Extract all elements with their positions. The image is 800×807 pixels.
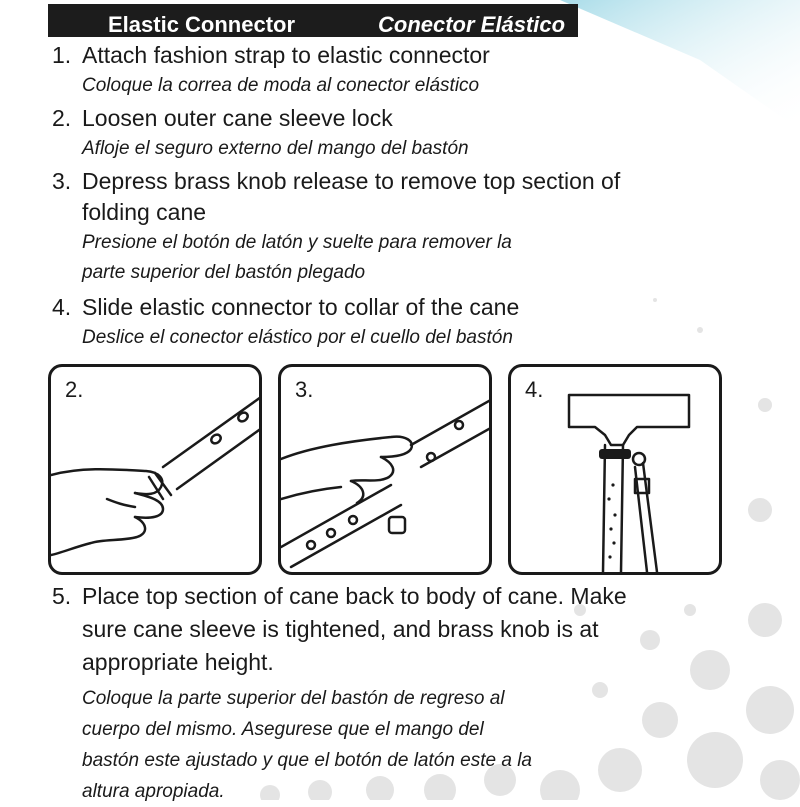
step-3-english <box>52 166 620 228</box>
step-number: 1. <box>52 42 72 68</box>
illustration-panel-2 <box>48 364 262 575</box>
step-2-spanish: Afloje el seguro externo del mango del bastón <box>82 138 469 159</box>
illustration-panel-4 <box>508 364 722 575</box>
step-text-line-2: sure cane sleeve is tightened, and brass knob is at <box>82 616 599 642</box>
step-text: Loosen outer cane sleeve lock <box>82 105 393 131</box>
step-1-english <box>52 40 490 71</box>
step-4-spanish: Deslice el conector elástico por el cuello del bastón <box>82 327 513 348</box>
step-number: 5. <box>52 583 72 609</box>
step-text-line-1: Place top section of cane back to body of cane. Make <box>82 583 627 609</box>
step-text-line-1: Depress brass knob release to remove top section of <box>82 168 621 194</box>
step-3 <box>52 166 620 288</box>
step-3-spanish-line-2: parte superior del bastón plegado <box>82 262 366 283</box>
step-5 <box>52 580 627 807</box>
header-title-spanish: Conector Elástico <box>378 12 566 37</box>
step-number: 3. <box>52 168 72 194</box>
step-1 <box>52 40 490 101</box>
step-5-spanish-line-4: altura apropiada. <box>82 781 225 802</box>
section-header <box>48 4 578 37</box>
step-5-spanish <box>52 683 627 807</box>
panel-label: 4. <box>525 377 544 402</box>
step-5-english <box>52 580 627 679</box>
step-text-line-2: folding cane <box>82 199 207 225</box>
step-text: Slide elastic connector to collar of the cane <box>82 294 520 320</box>
panel-label: 2. <box>65 377 84 402</box>
step-number: 4. <box>52 294 72 320</box>
step-1-spanish: Coloque la correa de moda al conector elástico <box>82 75 480 96</box>
step-text: Attach fashion strap to elastic connector <box>82 42 490 68</box>
illustration-panel-3 <box>278 364 492 575</box>
step-4-english <box>52 292 519 323</box>
step-3-spanish-line-1: Presione el botón de latón y suelte para remover la <box>82 232 512 253</box>
header-title-english: Elastic Connector <box>108 12 296 37</box>
step-2 <box>52 103 469 164</box>
panel-label: 3. <box>295 377 314 402</box>
step-text-line-3: appropriate height. <box>82 649 274 675</box>
step-5-spanish-line-3: bastón este ajustado y que el botón de latón este a la <box>82 750 532 771</box>
step-2-english <box>52 103 469 134</box>
step-5-spanish-line-1: Coloque la parte superior del bastón de regreso al <box>82 688 505 709</box>
step-number: 2. <box>52 105 72 131</box>
step-5-spanish-line-2: cuerpo del mismo. Asegurese que el mango del <box>82 719 484 740</box>
step-4 <box>52 292 519 353</box>
